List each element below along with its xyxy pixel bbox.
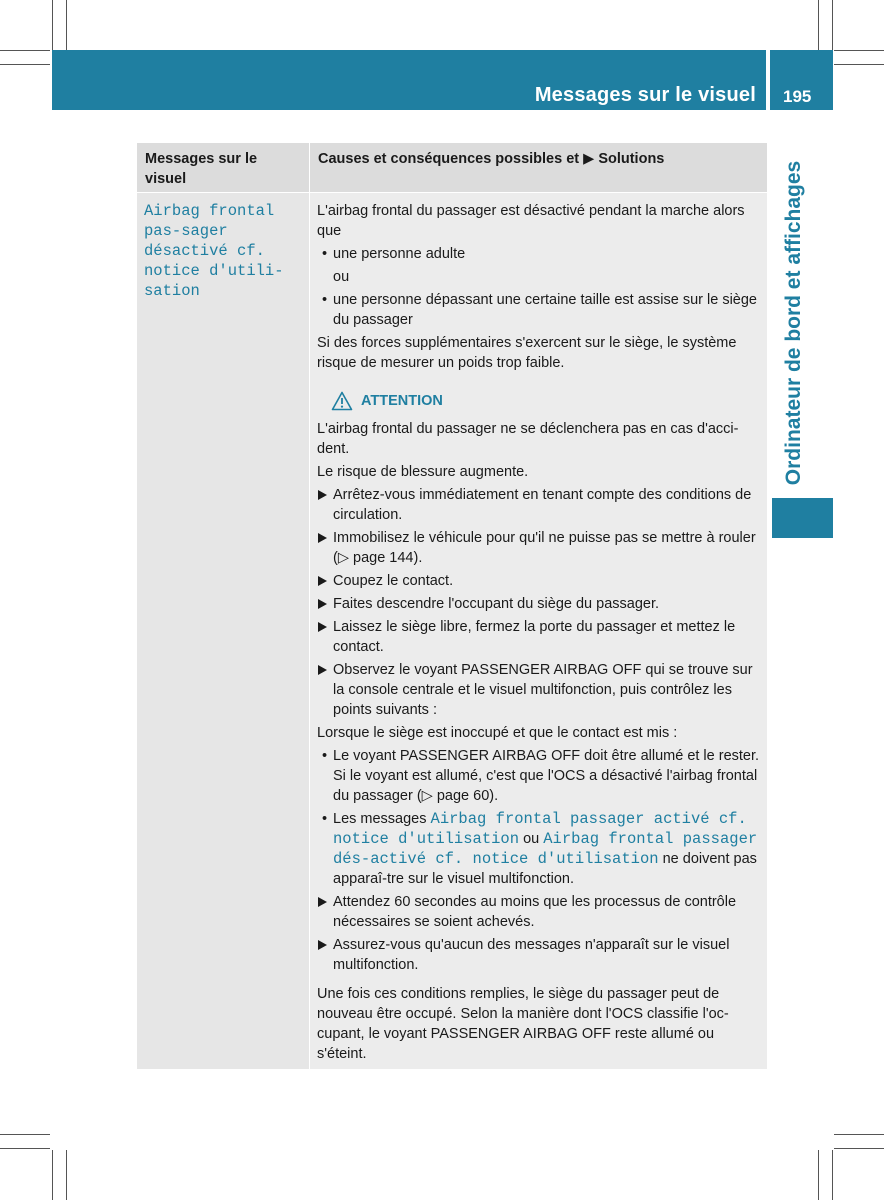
crop-mark bbox=[66, 0, 67, 50]
table-header-messages bbox=[137, 143, 309, 192]
crop-mark bbox=[52, 0, 53, 50]
crop-mark bbox=[0, 1148, 50, 1149]
crop-mark bbox=[834, 1134, 884, 1135]
crop-mark bbox=[52, 1150, 53, 1200]
warning-text: L'airbag frontal du passager ne se déclenchera pas en cas d'acci-dent. bbox=[317, 421, 739, 457]
risk-text: Le risque de blessure augmente. bbox=[317, 464, 529, 480]
check-item: • Le voyant PASSENGER AIRBAG OFF doit être allumé et le rester. Si le voyant est allumé, c'est que l'OCS a désactivé l'airbag frontal du passager (▷ page 60). bbox=[317, 746, 761, 806]
header-bar bbox=[52, 50, 766, 110]
col2-header: Causes et conséquences possibles et ▶ Solutions bbox=[318, 151, 665, 167]
warning-triangle-icon bbox=[331, 391, 353, 411]
check2-or: ou bbox=[523, 831, 540, 847]
display-message-inline: Airbag frontal passager dés-activé cf. notice d'utilisation bbox=[333, 830, 758, 868]
step-item: Immobilisez le véhicule pour qu'il ne puisse pas se mettre à rouler (▷ page 144). bbox=[317, 528, 761, 568]
extra-forces-text: Si des forces supplémentaires s'exercent sur le siège, le système risque de mesurer un poids trop faible. bbox=[317, 335, 737, 371]
attention-label: ATTENTION bbox=[361, 393, 443, 409]
messages-table bbox=[137, 143, 767, 1069]
condition-text: Lorsque le siège est inoccupé et que le contact est mis : bbox=[317, 725, 678, 741]
crop-mark bbox=[818, 1150, 819, 1200]
message-cell bbox=[137, 193, 309, 1069]
check2-suffix: ne doivent pas apparaî-tre sur le visuel multifonction. bbox=[333, 851, 757, 887]
display-message: Airbag frontal pas-sager désactivé cf. notice d'utili-sation bbox=[144, 202, 284, 300]
crop-mark bbox=[818, 0, 819, 50]
step-item: Faites descendre l'occupant du siège du passager. bbox=[317, 594, 761, 614]
step-item: Arrêtez-vous immédiatement en tenant compte des conditions de circulation. bbox=[317, 485, 761, 525]
table-header-causes bbox=[310, 143, 767, 192]
col1-header: Messages sur le visuel bbox=[145, 151, 258, 187]
bullet-item: • une personne dépassant une certaine taille est assise sur le siège du passager bbox=[317, 290, 761, 330]
step-item: Attendez 60 secondes au moins que les processus de contrôle nécessaires se soient achevés. bbox=[317, 892, 761, 932]
crop-mark bbox=[0, 1134, 50, 1135]
causes-cell bbox=[310, 193, 767, 1069]
step-item: Coupez le contact. bbox=[317, 571, 761, 591]
crop-mark bbox=[834, 64, 884, 65]
step-item: Assurez-vous qu'aucun des messages n'apparaît sur le visuel multifonction. bbox=[317, 935, 761, 975]
section-title: Messages sur le visuel bbox=[534, 84, 756, 106]
side-tab-label: Ordinateur de bord et affichages bbox=[782, 160, 805, 485]
check-item bbox=[317, 809, 761, 889]
side-tab bbox=[775, 155, 813, 490]
side-tab-marker bbox=[772, 498, 833, 538]
crop-mark bbox=[0, 64, 50, 65]
step-item: Laissez le siège libre, fermez la porte du passager et mettez le contact. bbox=[317, 617, 761, 657]
intro-text: L'airbag frontal du passager est désactivé pendant la marche alors que bbox=[317, 203, 745, 239]
display-message-inline: Airbag frontal passager activé cf. notice d'utilisation bbox=[333, 810, 747, 848]
crop-mark bbox=[834, 50, 884, 51]
page-number-box bbox=[770, 50, 833, 110]
crop-mark bbox=[0, 50, 50, 51]
check2-prefix: Les messages bbox=[333, 811, 427, 827]
attention-heading bbox=[317, 391, 761, 411]
crop-mark bbox=[832, 1150, 833, 1200]
crop-mark bbox=[834, 1148, 884, 1149]
bullet-item: • une personne adulte bbox=[317, 244, 761, 264]
step-item: Observez le voyant PASSENGER AIRBAG OFF qui se trouve sur la console centrale et le visuel multifonction, puis contrôlez les points suivants : bbox=[317, 660, 761, 720]
final-text: Une fois ces conditions remplies, le siège du passager peut de nouveau être occupé. Selon la manière dont l'OCS classifie l'oc-cupant, le voyant PASSENGER AIRBAG OFF reste allumé ou s'éteint. bbox=[317, 986, 729, 1062]
crop-mark bbox=[832, 0, 833, 50]
crop-mark bbox=[66, 1150, 67, 1200]
or-text: ou bbox=[333, 269, 350, 285]
page-number: 195 bbox=[783, 87, 812, 106]
